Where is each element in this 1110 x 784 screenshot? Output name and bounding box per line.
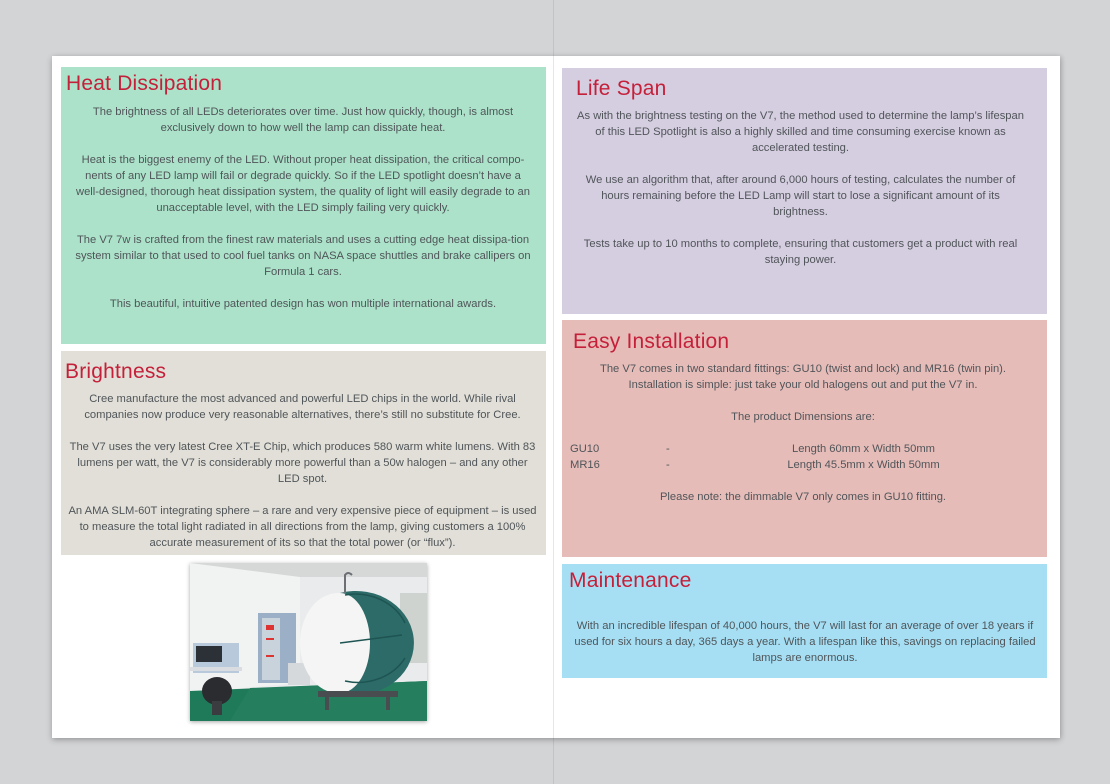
separator: -	[666, 443, 670, 455]
life-span-section	[562, 68, 1047, 314]
section-title: Heat Dissipation	[66, 72, 223, 95]
fitting-code: GU10	[570, 443, 600, 455]
fitting-note: Please note: the dimmable V7 only comes in GU10 fitting.	[659, 491, 947, 503]
paragraph: Tests take up to 10 months to complete, ensuring that customers get a product with real staying power.	[583, 238, 1018, 266]
paragraph: Cree manufacture the most advanced and powerful LED chips in the world. While rival companies now produce very reasonable alternatives, there’s still no substitute for Cree.	[84, 393, 521, 421]
paragraph: The V7 comes in two standard fittings: GU10 (twist and lock) and MR16 (twin pin). Installation is simple: just take your old halogens out and put the V7 in.	[599, 363, 1007, 391]
paragraph: The V7 7w is crafted from the finest raw materials and uses a cutting edge heat dissipa-tion system similar to that used to cool fuel tanks on NASA space shuttles and brake callipers on Formula 1 cars.	[75, 234, 531, 278]
easy-installation-section	[562, 320, 1047, 557]
integrating-sphere-photo	[190, 563, 427, 721]
brochure-spread	[52, 56, 1060, 738]
paragraph: The brightness of all LEDs deteriorates over time. Just how quickly, though, is almost exclusively down to how well the lamp can dissipate heat.	[92, 106, 514, 134]
heat-dissipation-section	[61, 67, 546, 344]
dimensions-table	[570, 441, 1033, 473]
fitting-code: MR16	[570, 459, 600, 471]
paragraph: Heat is the biggest enemy of the LED. Without proper heat dissipation, the critical compo-nents of any LED lamp will fail or degrade quickly. So if the LED spotlight doesn’t have a well-designed, thorough heat dissipation system, the quality of light will easily degrade to an unacceptable level, with the LED simply failing very quickly.	[76, 154, 530, 214]
paragraph: An AMA SLM-60T integrating sphere – a rare and very expensive piece of equipment – is used to measure the total light radiated in all directions from the lamp, giving customers a 100% accurate measurement of its so that the total power (or “flux”).	[68, 505, 537, 549]
paragraph: With an incredible lifespan of 40,000 hours, the V7 will last for an average of over 18 years if used for six hours a day, 365 days a year. With a lifespan like this, savings on replacing failed lamps are enormous.	[574, 620, 1036, 664]
dimension-size: Length 45.5mm x Width 50mm	[787, 459, 940, 471]
paragraph: As with the brightness testing on the V7, the method used to determine the lamp’s lifespan of this LED Spotlight is also a highly skilled and time consuming exercise known as accelerated testing.	[577, 110, 1024, 154]
dimension-size: Length 60mm x Width 50mm	[791, 443, 935, 455]
dimensions-label: The product Dimensions are:	[731, 411, 875, 423]
paragraph: This beautiful, intuitive patented design has won multiple international awards.	[109, 298, 497, 310]
maintenance-section	[562, 564, 1047, 678]
separator: -	[666, 459, 670, 471]
paragraph: We use an algorithm that, after around 6,000 hours of testing, calculates the number of hours remaining before the LED Lamp will start to lose a significant amount of its brightness.	[585, 174, 1016, 218]
brightness-section	[61, 351, 546, 555]
page-fold	[553, 56, 554, 738]
dimension-row	[570, 457, 1033, 473]
section-title: Life Span	[576, 77, 667, 100]
section-title: Maintenance	[569, 569, 692, 592]
paragraph: The V7 uses the very latest Cree XT-E Chip, which produces 580 warm white lumens. With 83 lumens per watt, the V7 is considerably more powerful than a 50w halogen – and any other LED spot.	[69, 441, 536, 485]
section-title: Easy Installation	[573, 330, 730, 353]
dimension-row	[570, 441, 1033, 457]
section-title: Brightness	[65, 360, 167, 383]
